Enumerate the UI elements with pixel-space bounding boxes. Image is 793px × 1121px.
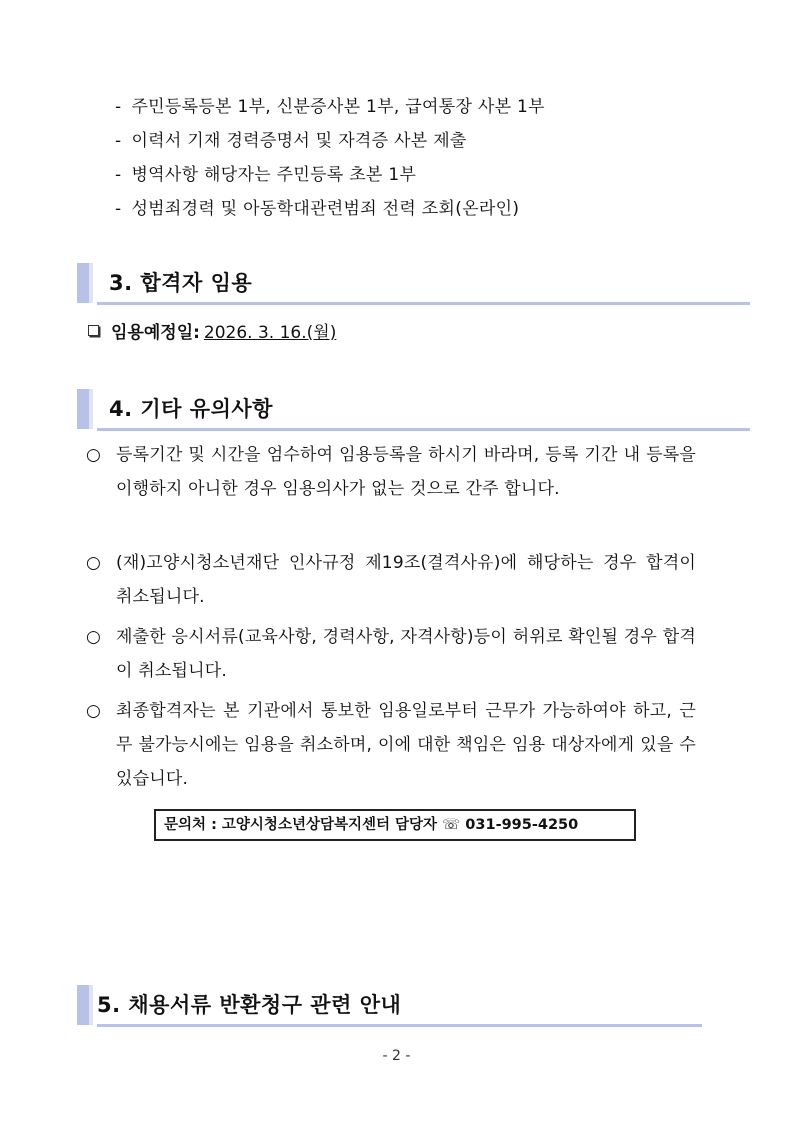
section-3-header — [77, 263, 750, 303]
section-4-header — [77, 389, 750, 429]
list-item: - 성범죄경력 및 아동학대관련범죄 전력 조회(온라인) — [115, 199, 520, 219]
note-item: ○ 최종합격자는 본 기관에서 통보한 임용일로부터 근무가 가능하여야 하고, 근무 불가능시에는 임용을 취소하며, 이에 대한 책임은 임용 대상자에게 있을 수 있습니다. — [86, 694, 696, 796]
section-4-title: 4. 기타 유의사항 — [109, 397, 273, 421]
section-underline — [97, 1024, 702, 1027]
page-number: - 2 - — [382, 1048, 411, 1064]
circle-bullet-icon: ○ — [86, 701, 101, 721]
list-item: - 이력서 기재 경력증명서 및 자격증 사본 제출 — [115, 131, 467, 151]
section-5-title: 5. 채용서류 반환청구 관련 안내 — [97, 993, 402, 1017]
section-underline — [97, 428, 750, 431]
section-marker — [77, 985, 89, 1025]
note-item: ○ 등록기간 및 시간을 엄수하여 임용등록을 하시기 바라며, 등록 기간 내 등록을 이행하지 아니한 경우 임용의사가 없는 것으로 간주 합니다. — [86, 438, 696, 506]
circle-bullet-icon: ○ — [86, 553, 101, 573]
appointment-date-value: 2026. 3. 16.(월) — [203, 323, 337, 343]
note-item: ○ 제출한 응시서류(교육사항, 경력사항, 자격사항)등이 허위로 확인될 경우 합격이 취소됩니다. — [86, 620, 696, 688]
circle-bullet-icon: ○ — [86, 445, 101, 465]
section-3-title: 3. 합격자 임용 — [109, 271, 253, 295]
section-marker — [77, 389, 89, 429]
circle-bullet-icon: ○ — [86, 627, 101, 647]
section-marker — [77, 263, 89, 303]
list-item: - 병역사항 해당자는 주민등록 초본 1부 — [115, 165, 417, 185]
section-underline — [97, 302, 750, 305]
contact-info-box: 문의처 : 고양시청소년상담복지센터 담당자 ☏ 031-995-4250 — [154, 809, 636, 841]
required-documents-list — [115, 90, 545, 226]
checkbox-square-icon — [88, 325, 99, 336]
section-5-header — [77, 985, 702, 1025]
note-item: ○ (재)고양시청소년재단 인사규정 제19조(결격사유)에 해당하는 경우 합격이 취소됩니다. — [86, 546, 696, 614]
appointment-date-row — [88, 318, 336, 343]
appointment-date-label: 임용예정일: — [111, 323, 200, 343]
list-item: - 주민등록등본 1부, 신분증사본 1부, 급여통장 사본 1부 — [115, 97, 545, 117]
